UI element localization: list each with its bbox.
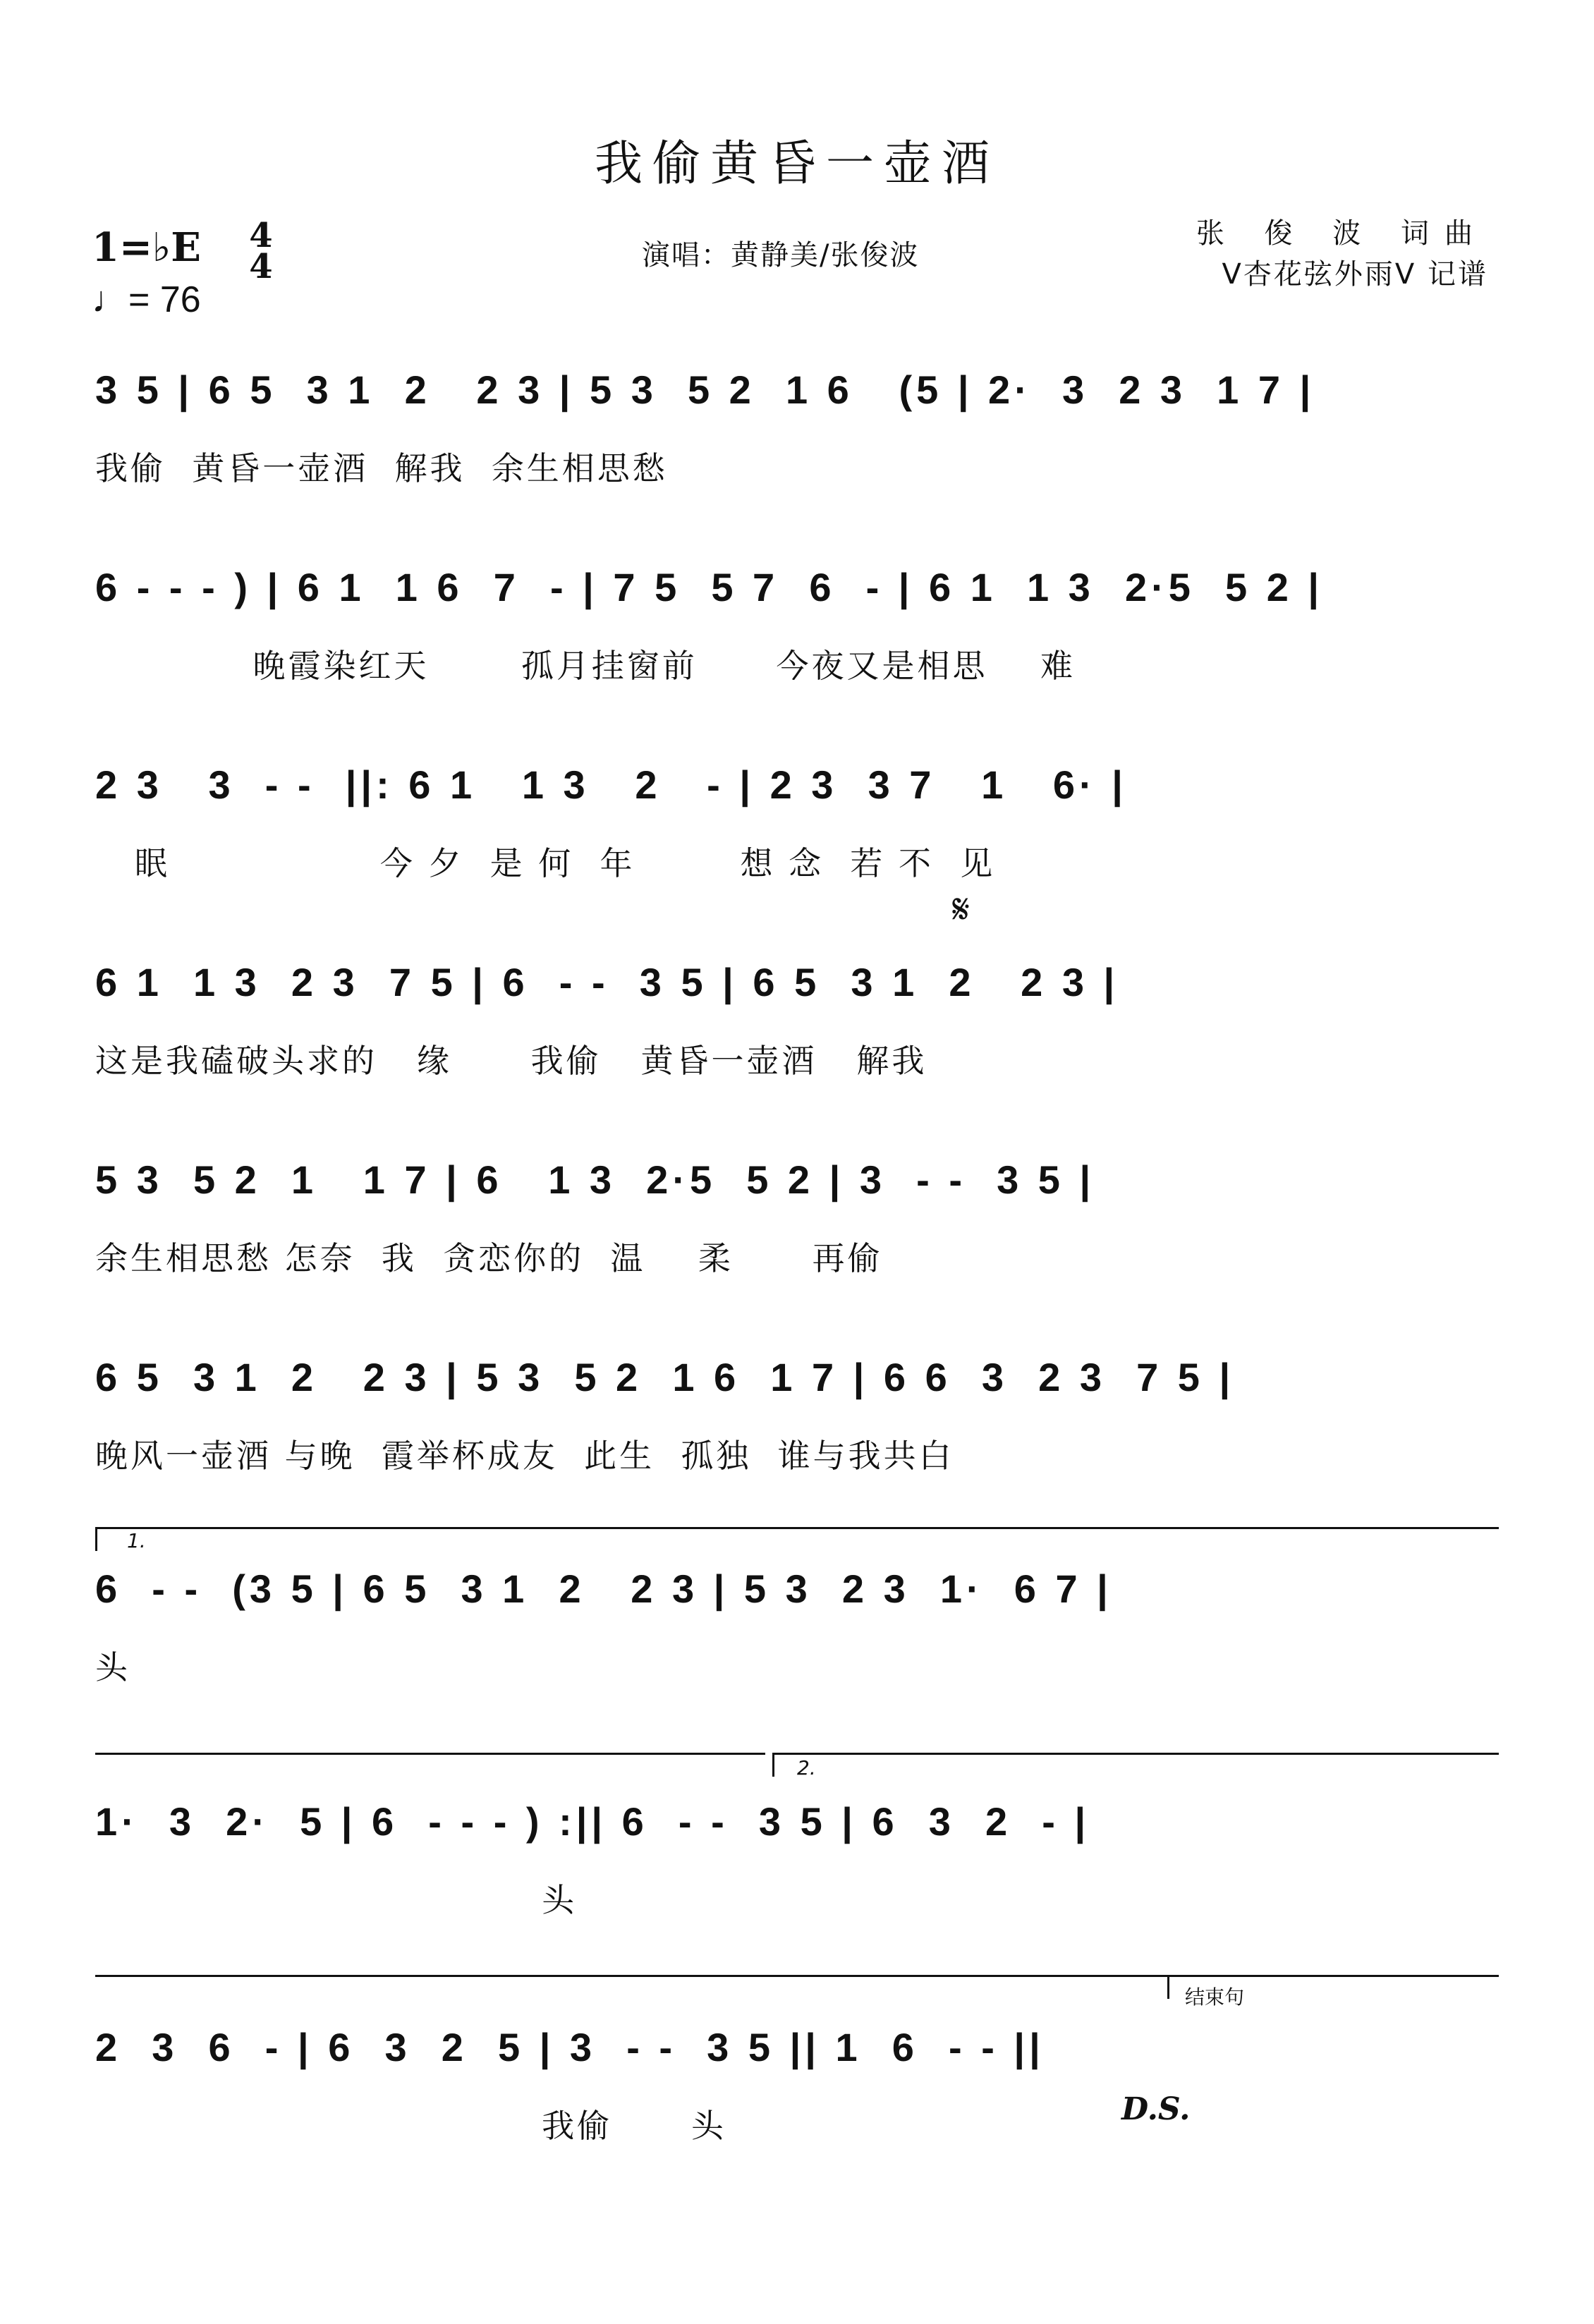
singer-credit: 演唱：黄静美/张俊波 [642, 239, 920, 272]
page-title: 我偷黄昏一壶酒 [594, 136, 999, 192]
ending-label: 结束句 [1185, 1985, 1245, 2009]
volta-1-bracket [95, 1527, 1499, 1529]
segno-sign: 𝄋 [952, 885, 970, 933]
lyrics-row: 头 [95, 1648, 130, 1686]
key-signature: 1=♭E [92, 224, 201, 271]
volta-2-label: 2. [797, 1756, 816, 1779]
credits [1196, 213, 1488, 295]
lyrics-row: 这是我磕破头求的 缘 我偷 黄昏一壶酒 解我 [95, 1042, 927, 1080]
composer-credit: 张 俊 波 词曲 [1196, 217, 1488, 250]
lyrics-row: 余生相思愁 怎奈 我 贪恋你的 温 柔 再偷 [95, 1239, 883, 1277]
lyrics-row: 晚风一壶酒 与晚 霞举杯成友 此生 孤独 谁与我共白 [95, 1437, 954, 1475]
notes-row: 2 3 6 - | 6 3 2 5 | 3 - - 3 5 || 1 6 - - || [95, 2025, 1045, 2069]
meter-top: 4 [249, 216, 273, 255]
ending-tick [1167, 1975, 1169, 1999]
dal-segno-marking: D.S. [1121, 2091, 1191, 2127]
notes-row: 6 1 1 3 2 3 7 5 | 6 - - 3 5 | 6 5 3 1 2 2 3 | [95, 960, 1119, 1004]
time-signature [243, 216, 279, 286]
notes-row: 5 3 5 2 1 1 7 | 6 1 3 2·5 5 2 | 3 - - 3 5 | [95, 1157, 1095, 1202]
notes-row: 6 5 3 1 2 2 3 | 5 3 5 2 1 6 1 7 | 6 6 3 2 3 7 5 | [95, 1355, 1235, 1399]
lyrics-row: 眠 今 夕 是 何 年 想 念 若 不 见 [95, 844, 996, 882]
lyrics-row: 我偷 黄昏一壶酒 解我 余生相思愁 [95, 449, 668, 487]
volta-1-continue [95, 1753, 765, 1755]
volta-2-tick [772, 1753, 774, 1777]
ending-bracket-line [95, 1975, 1499, 1977]
notes-row: 6 - - - ) | 6 1 1 6 7 - | 7 5 5 7 6 - | 6 1 1 3 2·5 5 2 | [95, 565, 1324, 609]
volta-2-bracket [772, 1753, 1499, 1755]
transcriber-credit: V杏花弦外雨V 记谱 [1222, 258, 1488, 291]
lyrics-row: 头 [95, 1881, 578, 1919]
notes-row: 1· 3 2· 5 | 6 - - - ) :|| 6 - - 3 5 | 6 3 2 - | [95, 1799, 1090, 1844]
tempo-marking: ♩= 76 [92, 279, 201, 320]
notes-row: 6 - - (3 5 | 6 5 3 1 2 2 3 | 5 3 2 3 1· 6 7 | [95, 1566, 1112, 1611]
lyrics-row: 我偷 头 [95, 2107, 726, 2145]
notes-row: 3 5 | 6 5 3 1 2 2 3 | 5 3 5 2 1 6 (5 | 2· 3 2 3 1 7 | [95, 367, 1315, 412]
lyrics-row: 晚霞染红天 孤月挂窗前 今夜又是相思 难 [95, 647, 1076, 685]
volta-1-label: 1. [127, 1529, 146, 1552]
notes-row: 2 3 3 - - ||: 6 1 1 3 2 - | 2 3 3 7 1 6· | [95, 762, 1127, 807]
volta-1-tick [95, 1527, 97, 1551]
meter-bottom: 4 [249, 247, 273, 286]
